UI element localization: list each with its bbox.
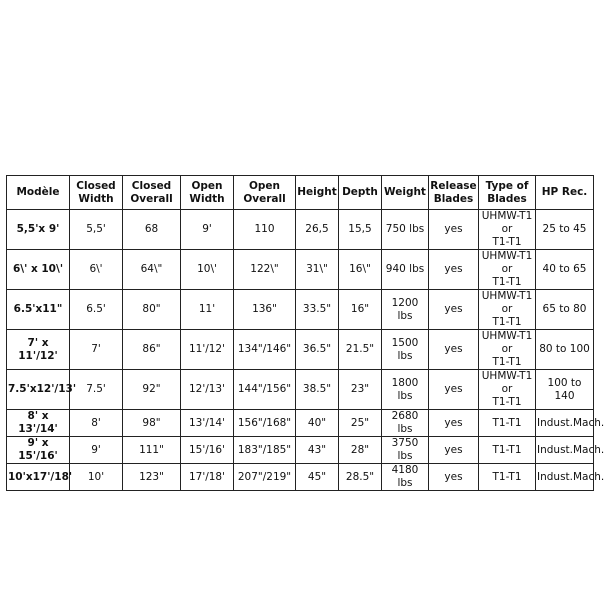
cell-model: 6\' x 10\'	[7, 250, 70, 290]
cell-type-of-blades: T1-T1	[479, 410, 536, 437]
cell-closed-width: 10'	[70, 464, 123, 491]
header-weight: Weight	[382, 176, 429, 210]
cell-type-of-blades: UHMW-T1 or T1-T1	[479, 370, 536, 410]
cell-height: 31\"	[296, 250, 339, 290]
cell-hp-rec: 65 to 80	[536, 290, 594, 330]
cell-open-overall: 136"	[234, 290, 296, 330]
cell-depth: 16"	[339, 290, 382, 330]
cell-model: 7.5'x12'/13'	[7, 370, 70, 410]
cell-open-overall: 207"/219"	[234, 464, 296, 491]
header-open-overall: Open Overall	[234, 176, 296, 210]
cell-type-of-blades: UHMW-T1 or T1-T1	[479, 250, 536, 290]
cell-weight: 1800 lbs	[382, 370, 429, 410]
cell-weight: 1500 lbs	[382, 330, 429, 370]
cell-height: 40"	[296, 410, 339, 437]
cell-height: 43"	[296, 437, 339, 464]
cell-release-blades: yes	[429, 370, 479, 410]
table-row	[7, 210, 594, 250]
header-model: Modèle	[7, 176, 70, 210]
cell-model: 6.5'x11"	[7, 290, 70, 330]
cell-depth: 21.5"	[339, 330, 382, 370]
table-row	[7, 290, 594, 330]
cell-depth: 15,5	[339, 210, 382, 250]
cell-release-blades: yes	[429, 210, 479, 250]
cell-release-blades: yes	[429, 250, 479, 290]
header-closed-width: Closed Width	[70, 176, 123, 210]
cell-weight: 1200 lbs	[382, 290, 429, 330]
cell-open-overall: 134"/146"	[234, 330, 296, 370]
cell-weight: 4180 lbs	[382, 464, 429, 491]
cell-closed-overall: 111"	[123, 437, 181, 464]
header-release-blades: Release Blades	[429, 176, 479, 210]
cell-closed-width: 5,5'	[70, 210, 123, 250]
cell-closed-width: 9'	[70, 437, 123, 464]
header-hp-rec: HP Rec.	[536, 176, 594, 210]
cell-closed-width: 7.5'	[70, 370, 123, 410]
cell-open-width: 10\'	[181, 250, 234, 290]
cell-depth: 28.5"	[339, 464, 382, 491]
cell-hp-rec: Indust.Mach.	[536, 410, 594, 437]
cell-open-overall: 156"/168"	[234, 410, 296, 437]
cell-weight: 940 lbs	[382, 250, 429, 290]
header-depth: Depth	[339, 176, 382, 210]
header-open-width: Open Width	[181, 176, 234, 210]
table-row	[7, 370, 594, 410]
table-row	[7, 250, 594, 290]
cell-closed-overall: 86"	[123, 330, 181, 370]
cell-release-blades: yes	[429, 410, 479, 437]
cell-open-width: 11'/12'	[181, 330, 234, 370]
cell-open-width: 9'	[181, 210, 234, 250]
cell-type-of-blades: UHMW-T1 or T1-T1	[479, 210, 536, 250]
table-row	[7, 330, 594, 370]
cell-closed-width: 7'	[70, 330, 123, 370]
cell-hp-rec: 100 to 140	[536, 370, 594, 410]
cell-closed-width: 8'	[70, 410, 123, 437]
cell-model: 10'x17'/18'	[7, 464, 70, 491]
cell-closed-overall: 98"	[123, 410, 181, 437]
cell-type-of-blades: T1-T1	[479, 464, 536, 491]
cell-open-width: 15'/16'	[181, 437, 234, 464]
cell-open-width: 13'/14'	[181, 410, 234, 437]
cell-type-of-blades: UHMW-T1 or T1-T1	[479, 330, 536, 370]
cell-height: 38.5"	[296, 370, 339, 410]
cell-closed-overall: 64\"	[123, 250, 181, 290]
cell-height: 45"	[296, 464, 339, 491]
cell-release-blades: yes	[429, 290, 479, 330]
cell-model: 7' x 11'/12'	[7, 330, 70, 370]
table-header-row	[7, 176, 594, 210]
cell-open-overall: 183"/185"	[234, 437, 296, 464]
cell-closed-width: 6\'	[70, 250, 123, 290]
cell-closed-overall: 123"	[123, 464, 181, 491]
cell-weight: 2680 lbs	[382, 410, 429, 437]
header-type-of-blades: Type of Blades	[479, 176, 536, 210]
cell-height: 26,5	[296, 210, 339, 250]
cell-hp-rec: 25 to 45	[536, 210, 594, 250]
cell-weight: 750 lbs	[382, 210, 429, 250]
cell-closed-overall: 80"	[123, 290, 181, 330]
cell-hp-rec: 40 to 65	[536, 250, 594, 290]
cell-model: 5,5'x 9'	[7, 210, 70, 250]
cell-hp-rec: Indust.Mach.	[536, 437, 594, 464]
cell-open-width: 12'/13'	[181, 370, 234, 410]
table-row	[7, 464, 594, 491]
cell-release-blades: yes	[429, 464, 479, 491]
cell-weight: 3750 lbs	[382, 437, 429, 464]
cell-closed-width: 6.5'	[70, 290, 123, 330]
cell-type-of-blades: T1-T1	[479, 437, 536, 464]
cell-depth: 28"	[339, 437, 382, 464]
cell-closed-overall: 68	[123, 210, 181, 250]
cell-type-of-blades: UHMW-T1 or T1-T1	[479, 290, 536, 330]
cell-release-blades: yes	[429, 330, 479, 370]
cell-release-blades: yes	[429, 437, 479, 464]
cell-height: 36.5"	[296, 330, 339, 370]
cell-open-overall: 122\"	[234, 250, 296, 290]
cell-depth: 23"	[339, 370, 382, 410]
cell-closed-overall: 92"	[123, 370, 181, 410]
table-row	[7, 437, 594, 464]
cell-depth: 25"	[339, 410, 382, 437]
cell-open-overall: 110	[234, 210, 296, 250]
table-row	[7, 410, 594, 437]
cell-hp-rec: Indust.Mach.	[536, 464, 594, 491]
cell-height: 33.5"	[296, 290, 339, 330]
cell-open-width: 11'	[181, 290, 234, 330]
cell-model: 8' x 13'/14'	[7, 410, 70, 437]
specifications-table	[6, 175, 604, 491]
header-height: Height	[296, 176, 339, 210]
cell-model: 9' x 15'/16'	[7, 437, 70, 464]
cell-hp-rec: 80 to 100	[536, 330, 594, 370]
cell-open-overall: 144"/156"	[234, 370, 296, 410]
header-closed-overall: Closed Overall	[123, 176, 181, 210]
cell-open-width: 17'/18'	[181, 464, 234, 491]
cell-depth: 16\"	[339, 250, 382, 290]
